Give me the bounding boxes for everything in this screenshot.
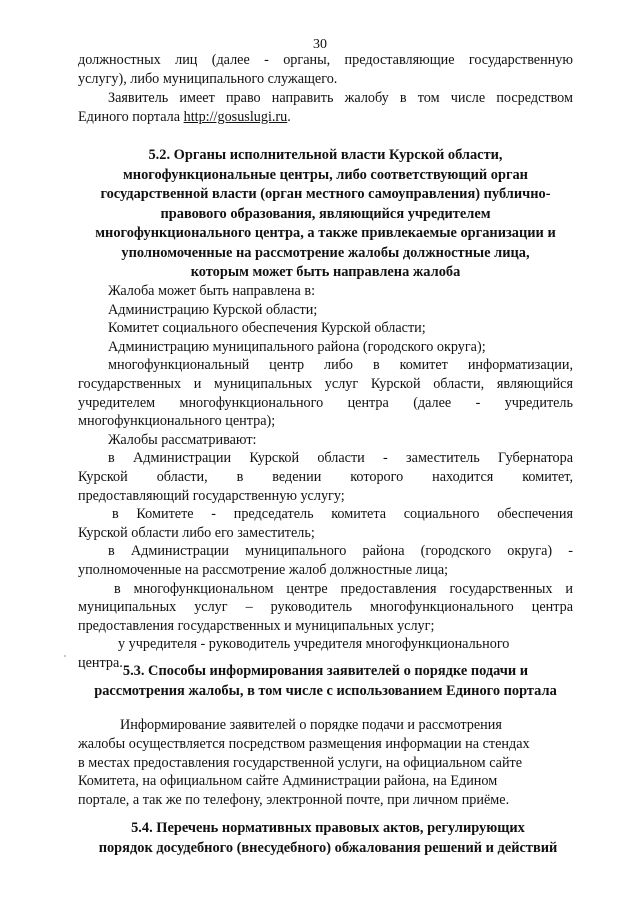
- text-line: Информирование заявителей о порядке подачи и рассмотрения: [120, 717, 502, 733]
- text-line: в Комитете - председатель комитета социального обеспечения: [112, 506, 573, 523]
- text-line: портале, а так же по телефону, электронной почте, при личном приёме.: [78, 792, 510, 809]
- heading-line: правового образования, являющийся учредителем: [160, 205, 491, 222]
- text-line: услугу), либо муниципального служащего.: [78, 71, 338, 87]
- text-line: Курской области либо его заместитель;: [78, 524, 315, 541]
- heading-line: уполномоченные на рассмотрение жалобы должностные лица,: [121, 244, 530, 261]
- heading-line: многофункциональные центры, либо соответствующий орган: [123, 166, 528, 183]
- section-5-4-heading: [78, 819, 578, 858]
- section-5-3-body: [78, 716, 573, 810]
- scan-speck: [64, 655, 66, 657]
- text-line: уполномоченные на рассмотрение жалоб должностные лица;: [78, 561, 449, 578]
- heading-line: 5.2. Органы исполнительной власти Курской области,: [148, 147, 503, 163]
- text-line: в многофункциональном центре предоставления государственных и: [114, 580, 573, 597]
- heading-line: 5.3. Способы информирования заявителей о порядке подачи и: [122, 663, 529, 679]
- heading-line: 5.4. Перечень нормативных правовых актов, регулирующих: [131, 820, 525, 836]
- text-line: у учредителя - руководитель учредителя многофункционального: [118, 636, 510, 653]
- heading-line: государственной власти (орган местного самоуправления) публично-: [100, 186, 551, 202]
- text-line: жалобы осуществляется посредством размещения информации на стендах: [78, 735, 530, 752]
- text-line: учредителем многофункционального центра (далее - учредитель: [78, 394, 573, 411]
- text-line: центра.: [78, 654, 123, 671]
- text-line: Курской области, в ведении которого находится комитет,: [78, 468, 573, 485]
- text-line: должностных лиц (далее - органы, предоставляющие государственную: [78, 52, 573, 68]
- text-line: предоставления государственных и муниципальных услуг;: [78, 617, 435, 634]
- text-line: в Администрации муниципального района (городского округа) -: [108, 543, 573, 560]
- text-line: многофункционального центра);: [78, 413, 276, 430]
- gosuslugi-link[interactable]: http://gosuslugi.ru: [183, 109, 288, 125]
- text-line: [78, 108, 573, 127]
- section-5-2-body: [78, 282, 573, 672]
- text-fragment: Единого портала: [78, 109, 184, 125]
- text-line: государственных и муниципальных услуг Курской области, являющийся: [78, 375, 573, 392]
- page-number: 30: [313, 37, 327, 52]
- text-line: Администрацию Курской области;: [108, 301, 318, 318]
- section-5-3-heading: [78, 662, 573, 701]
- text-line: в местах предоставления государственной услуги, на официальном сайте: [78, 754, 523, 771]
- text-line: Администрацию муниципального района (городского округа);: [108, 338, 486, 355]
- intro-paragraph: [78, 51, 573, 127]
- text-fragment: .: [287, 109, 291, 125]
- text-line: Жалобы рассматривают:: [108, 431, 257, 448]
- text-line: Заявитель имеет право направить жалобу в том числе посредством: [108, 90, 573, 106]
- text-line: Комитет социального обеспечения Курской области;: [108, 320, 426, 337]
- section-5-2-heading: [78, 146, 573, 283]
- text-line: предоставляющий государственную услугу;: [78, 487, 345, 504]
- text-line: Комитета, на официальном сайте Администрации района, на Едином: [78, 773, 498, 790]
- heading-line: рассмотрения жалобы, в том числе с использованием Единого портала: [94, 682, 557, 699]
- text-line: Жалоба может быть направлена в:: [108, 283, 316, 299]
- text-line: в Администрации Курской области - заместитель Губернатора: [108, 450, 573, 467]
- heading-line: которым может быть направлена жалоба: [190, 264, 461, 280]
- text-line: многофункциональный центр либо в комитет информатизации,: [108, 357, 573, 374]
- text-line: муниципальных услуг – руководитель многофункционального центра: [78, 599, 573, 616]
- heading-line: порядок досудебного (внесудебного) обжалования решений и действий: [98, 839, 558, 856]
- heading-line: многофункционального центра, а также привлекаемые организации и: [95, 225, 556, 241]
